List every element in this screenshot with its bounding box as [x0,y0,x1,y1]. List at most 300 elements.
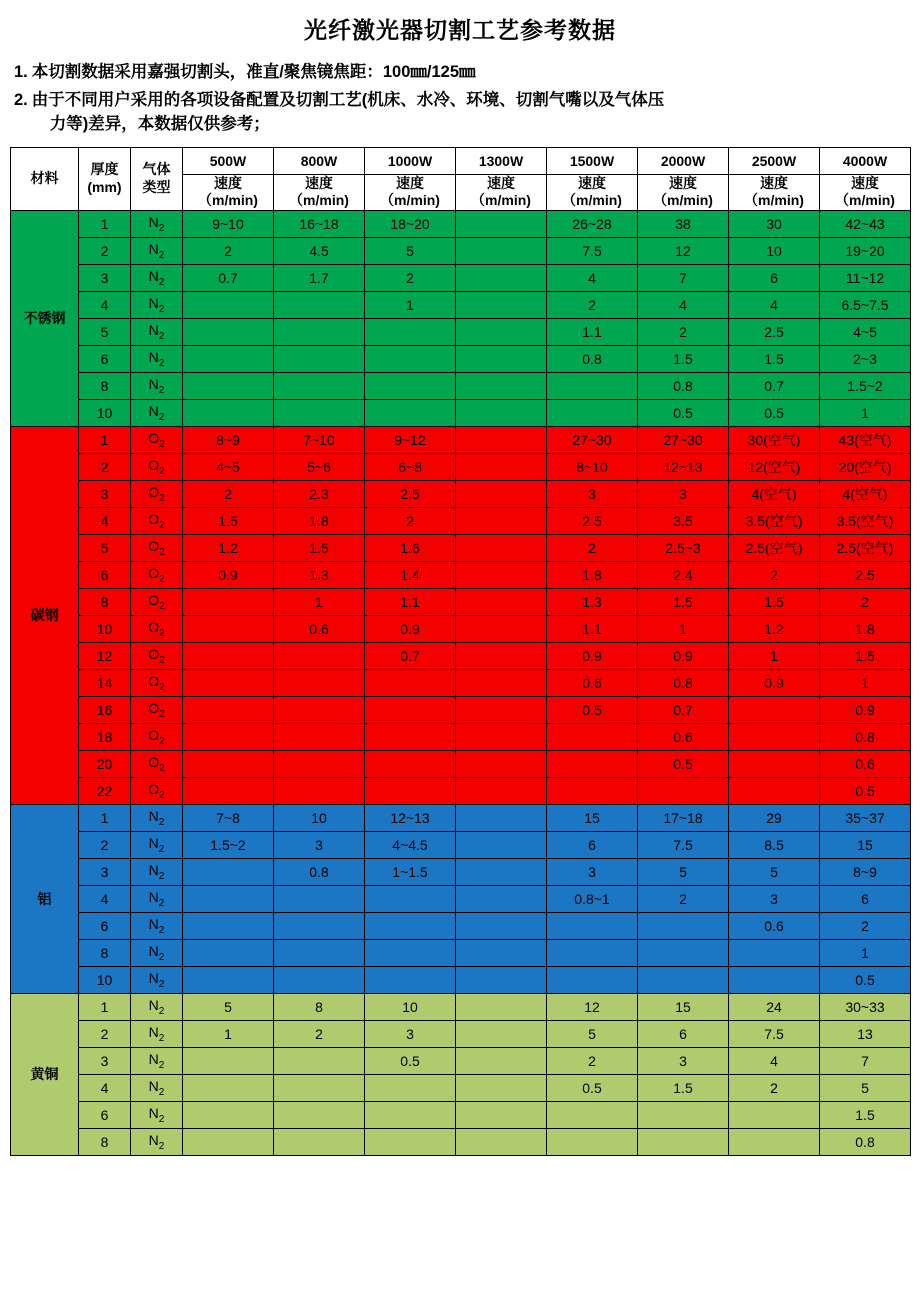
thickness-cell: 8 [79,372,131,399]
speed-cell-500w: 4~5 [183,453,274,480]
table-row [11,777,911,804]
speed-cell-800w: 16~18 [274,210,365,237]
speed-cell-1300w [456,264,547,291]
speed-label: 速度 [760,174,788,191]
speed-cell-4000w: 4(空气) [820,480,911,507]
speed-cell-2000w: 27~30 [638,426,729,453]
speed-cell-2000w: 3.5 [638,507,729,534]
gas-cell: $O_2$ [131,561,183,588]
speed-cell-1000w [365,750,456,777]
speed-cell-2000w: 15 [638,993,729,1020]
header-power-500w: 500W [183,147,274,174]
speed-cell-4000w: 1.5 [820,1101,911,1128]
speed-cell-1500w: 0.5 [547,696,638,723]
speed-cell-2500w: 4(空气) [729,480,820,507]
speed-cell-2000w: 0.6 [638,723,729,750]
speed-cell-800w [274,777,365,804]
speed-cell-2000w [638,1101,729,1128]
speed-cell-1500w [547,1128,638,1155]
thickness-cell: 8 [79,588,131,615]
speed-cell-1000w: 1~1.5 [365,858,456,885]
header-speed-2500w [729,174,820,210]
speed-cell-1500w [547,777,638,804]
speed-cell-1500w: 4 [547,264,638,291]
speed-cell-2000w [638,1128,729,1155]
thickness-cell: 3 [79,264,131,291]
speed-cell-500w: 8~9 [183,426,274,453]
speed-cell-1500w [547,372,638,399]
material-cell: 不锈钢 [11,210,79,426]
speed-cell-1000w: 12~13 [365,804,456,831]
speed-cell-800w: 8 [274,993,365,1020]
speed-cell-1300w [456,723,547,750]
speed-cell-2000w: 3 [638,480,729,507]
speed-cell-1500w: 3 [547,480,638,507]
note-number: 2. [14,90,28,109]
speed-cell-1500w [547,1101,638,1128]
cutting-parameters-table [10,147,911,1156]
table-row [11,588,911,615]
speed-cell-500w [183,696,274,723]
table-row [11,210,911,237]
speed-cell-500w [183,399,274,426]
speed-cell-1000w [365,966,456,993]
speed-cell-800w [274,318,365,345]
speed-cell-2500w [729,1128,820,1155]
speed-cell-4000w: 5 [820,1074,911,1101]
speed-cell-1500w: 2 [547,534,638,561]
speed-cell-2000w: 5 [638,858,729,885]
speed-cell-1500w: 12 [547,993,638,1020]
speed-cell-500w [183,939,274,966]
speed-cell-1300w [456,318,547,345]
speed-cell-1500w: 6 [547,831,638,858]
speed-cell-2000w: 12~13 [638,453,729,480]
speed-cell-1000w [365,1074,456,1101]
speed-cell-2500w: 7.5 [729,1020,820,1047]
speed-cell-500w [183,642,274,669]
thickness-cell: 3 [79,1047,131,1074]
speed-cell-1000w: 2 [365,264,456,291]
speed-unit: （m/min) [653,192,713,209]
speed-cell-1300w [456,615,547,642]
thickness-cell: 6 [79,345,131,372]
speed-cell-1300w [456,426,547,453]
speed-cell-2000w [638,939,729,966]
speed-cell-1500w: 8~10 [547,453,638,480]
thickness-cell: 4 [79,507,131,534]
speed-cell-1500w: 1.1 [547,615,638,642]
table-row [11,858,911,885]
gas-cell: $N_2$ [131,1020,183,1047]
speed-cell-800w: 0.8 [274,858,365,885]
gas-cell: $N_2$ [131,1101,183,1128]
speed-cell-1300w [456,237,547,264]
speed-cell-4000w: 13 [820,1020,911,1047]
speed-cell-1000w: 3 [365,1020,456,1047]
speed-cell-500w: 1 [183,1020,274,1047]
speed-cell-1300w [456,1020,547,1047]
note-text [32,89,906,137]
speed-cell-1000w: 0.9 [365,615,456,642]
speed-cell-500w [183,1074,274,1101]
thickness-cell: 1 [79,993,131,1020]
thickness-cell: 5 [79,534,131,561]
speed-cell-800w [274,1047,365,1074]
speed-cell-1000w: 0.5 [365,1047,456,1074]
speed-cell-800w: 1.3 [274,561,365,588]
speed-cell-800w: 2 [274,1020,365,1047]
speed-cell-1300w [456,804,547,831]
gas-cell: $N_2$ [131,804,183,831]
table-row [11,264,911,291]
thickness-cell: 6 [79,912,131,939]
speed-cell-1000w [365,1128,456,1155]
speed-cell-4000w: 43(空气) [820,426,911,453]
speed-cell-2500w: 2 [729,561,820,588]
speed-cell-4000w: 6.5~7.5 [820,291,911,318]
speed-cell-2000w: 0.8 [638,669,729,696]
speed-cell-2500w: 2.5 [729,318,820,345]
speed-cell-2500w: 8.5 [729,831,820,858]
header-power-2500w: 2500W [729,147,820,174]
speed-cell-1000w: 9~12 [365,426,456,453]
notes-block [0,61,920,137]
table-row [11,426,911,453]
speed-cell-4000w: 0.5 [820,966,911,993]
header-thickness [79,147,131,210]
speed-cell-2000w: 4 [638,291,729,318]
speed-cell-2500w [729,750,820,777]
material-cell: 黄铜 [11,993,79,1155]
thickness-cell: 10 [79,966,131,993]
speed-cell-2500w: 6 [729,264,820,291]
speed-cell-2000w: 0.8 [638,372,729,399]
header-power-2000w: 2000W [638,147,729,174]
speed-cell-500w: 1.2 [183,534,274,561]
speed-cell-1300w [456,966,547,993]
speed-cell-1000w: 4~4.5 [365,831,456,858]
speed-cell-1300w [456,750,547,777]
table-row [11,966,911,993]
speed-cell-800w [274,696,365,723]
speed-cell-2500w: 0.6 [729,912,820,939]
speed-cell-2000w: 1 [638,615,729,642]
page-title: 光纤激光器切割工艺参考数据 [304,17,616,43]
speed-cell-1500w: 27~30 [547,426,638,453]
speed-cell-1000w: 2.5 [365,480,456,507]
gas-cell: $N_2$ [131,318,183,345]
speed-cell-800w: 1.7 [274,264,365,291]
speed-cell-500w [183,723,274,750]
gas-cell: $O_2$ [131,642,183,669]
speed-cell-4000w: 0.9 [820,696,911,723]
gas-cell: $O_2$ [131,507,183,534]
speed-cell-1000w [365,777,456,804]
table-row [11,1101,911,1128]
speed-cell-4000w: 15 [820,831,911,858]
speed-cell-2000w: 0.5 [638,750,729,777]
speed-cell-4000w: 0.8 [820,1128,911,1155]
speed-cell-500w [183,885,274,912]
speed-cell-1300w [456,885,547,912]
gas-cell: $O_2$ [131,669,183,696]
speed-cell-500w [183,750,274,777]
speed-cell-500w: 0.7 [183,264,274,291]
header-speed-2000w [638,174,729,210]
speed-cell-1500w: 0.8~1 [547,885,638,912]
thickness-cell: 3 [79,858,131,885]
speed-cell-2500w [729,777,820,804]
header-thickness-line1: 厚度 [90,161,119,178]
speed-cell-1500w [547,399,638,426]
speed-cell-1300w [456,939,547,966]
thickness-cell: 18 [79,723,131,750]
speed-cell-500w [183,588,274,615]
speed-cell-2500w: 4 [729,1047,820,1074]
speed-label: 速度 [487,174,515,191]
speed-label: 速度 [578,174,606,191]
speed-cell-2000w: 6 [638,1020,729,1047]
speed-cell-1300w [456,507,547,534]
speed-cell-1000w [365,669,456,696]
speed-cell-800w [274,372,365,399]
speed-cell-2500w: 3 [729,885,820,912]
speed-cell-500w [183,912,274,939]
gas-cell: $O_2$ [131,750,183,777]
gas-cell: $N_2$ [131,1128,183,1155]
gas-cell: $O_2$ [131,588,183,615]
table-header [11,147,911,210]
speed-cell-500w: 9~10 [183,210,274,237]
speed-cell-2500w: 2.5(空气) [729,534,820,561]
speed-cell-1300w [456,696,547,723]
table-row [11,318,911,345]
note-item [14,61,906,85]
note-text: 本切割数据采用嘉强切割头，准直/聚焦镜焦距：100㎜/125㎜ [31,63,476,81]
speed-cell-1500w [547,723,638,750]
thickness-cell: 20 [79,750,131,777]
speed-cell-1300w [456,1128,547,1155]
thickness-cell: 4 [79,1074,131,1101]
gas-cell: $O_2$ [131,615,183,642]
gas-cell: $O_2$ [131,480,183,507]
speed-cell-4000w: 2 [820,912,911,939]
table-row [11,885,911,912]
header-speed-500w [183,174,274,210]
speed-cell-4000w: 35~37 [820,804,911,831]
thickness-cell: 2 [79,237,131,264]
speed-cell-800w: 1.8 [274,507,365,534]
gas-cell: $N_2$ [131,399,183,426]
speed-cell-2500w: 30 [729,210,820,237]
speed-cell-1500w: 3 [547,858,638,885]
speed-cell-2000w [638,966,729,993]
speed-cell-1300w [456,399,547,426]
table-row [11,372,911,399]
speed-cell-2000w: 3 [638,1047,729,1074]
speed-cell-1000w: 1 [365,291,456,318]
table-row [11,507,911,534]
speed-unit: （m/min) [562,192,622,209]
speed-cell-2500w: 0.7 [729,372,820,399]
speed-cell-500w: 5 [183,993,274,1020]
gas-cell: $N_2$ [131,210,183,237]
speed-cell-2000w: 12 [638,237,729,264]
thickness-cell: 6 [79,561,131,588]
gas-cell: $N_2$ [131,264,183,291]
speed-cell-2000w: 2 [638,318,729,345]
speed-cell-1300w [456,210,547,237]
speed-cell-2500w: 4 [729,291,820,318]
thickness-cell: 2 [79,1020,131,1047]
thickness-cell: 2 [79,453,131,480]
gas-cell: $N_2$ [131,966,183,993]
speed-cell-4000w: 1 [820,669,911,696]
table-row [11,1047,911,1074]
speed-cell-1000w: 6~8 [365,453,456,480]
speed-cell-4000w: 1.8 [820,615,911,642]
speed-unit: （m/min) [198,192,258,209]
speed-cell-2000w: 1.5 [638,588,729,615]
thickness-cell: 3 [79,480,131,507]
speed-cell-800w [274,642,365,669]
speed-cell-1300w [456,1047,547,1074]
speed-cell-1500w: 2 [547,1047,638,1074]
speed-cell-500w [183,615,274,642]
thickness-cell: 10 [79,615,131,642]
speed-cell-800w [274,723,365,750]
speed-cell-2500w: 2 [729,1074,820,1101]
speed-cell-2500w: 3.5(空气) [729,507,820,534]
speed-cell-800w [274,291,365,318]
document-page [0,12,920,1312]
gas-cell: $N_2$ [131,345,183,372]
speed-cell-1300w [456,372,547,399]
speed-cell-500w: 2 [183,237,274,264]
speed-cell-1000w [365,372,456,399]
thickness-cell: 14 [79,669,131,696]
speed-cell-4000w: 1.5 [820,642,911,669]
thickness-cell: 8 [79,1128,131,1155]
speed-cell-800w [274,750,365,777]
gas-cell: $N_2$ [131,237,183,264]
speed-cell-800w [274,1128,365,1155]
header-gas-line2: 类型 [142,178,171,195]
header-gas-line1: 气体 [142,161,171,178]
speed-cell-500w: 7~8 [183,804,274,831]
gas-cell: $O_2$ [131,534,183,561]
table-row [11,291,911,318]
speed-cell-1300w [456,831,547,858]
speed-cell-1500w: 1.8 [547,561,638,588]
speed-cell-800w: 7~10 [274,426,365,453]
speed-cell-1000w: 1.1 [365,588,456,615]
speed-cell-1000w: 1.6 [365,534,456,561]
thickness-cell: 22 [79,777,131,804]
speed-cell-4000w: 19~20 [820,237,911,264]
table-row [11,1128,911,1155]
speed-unit: （m/min) [289,192,349,209]
header-power-4000w: 4000W [820,147,911,174]
gas-cell: $O_2$ [131,426,183,453]
thickness-cell: 1 [79,426,131,453]
header-speed-1300w [456,174,547,210]
header-thickness-line2: (mm) [87,178,122,195]
table-row [11,669,911,696]
gas-cell: $N_2$ [131,372,183,399]
speed-cell-2000w: 2.4 [638,561,729,588]
speed-label: 速度 [669,174,697,191]
speed-cell-800w: 10 [274,804,365,831]
speed-cell-2000w: 1.5 [638,345,729,372]
speed-cell-1000w [365,723,456,750]
speed-cell-500w [183,1047,274,1074]
speed-cell-1500w [547,912,638,939]
speed-label: 速度 [214,174,242,191]
gas-cell: $N_2$ [131,1047,183,1074]
speed-cell-1500w: 0.6 [547,669,638,696]
speed-cell-500w: 1.5~2 [183,831,274,858]
speed-cell-500w: 0.9 [183,561,274,588]
gas-cell: $O_2$ [131,453,183,480]
speed-cell-800w [274,345,365,372]
speed-cell-4000w: 0.5 [820,777,911,804]
speed-label: 速度 [396,174,424,191]
gas-cell: $N_2$ [131,912,183,939]
speed-cell-2500w: 0.5 [729,399,820,426]
speed-cell-800w: 1 [274,588,365,615]
speed-unit: （m/min) [744,192,804,209]
speed-cell-800w: 4.5 [274,237,365,264]
speed-cell-1000w [365,885,456,912]
speed-cell-1300w [456,561,547,588]
speed-cell-1500w: 1.1 [547,318,638,345]
header-speed-1000w [365,174,456,210]
speed-cell-2000w [638,777,729,804]
speed-cell-2500w: 12(空气) [729,453,820,480]
table-row [11,453,911,480]
speed-cell-4000w: 2~3 [820,345,911,372]
speed-cell-800w [274,1074,365,1101]
speed-cell-800w [274,912,365,939]
speed-cell-1300w [456,453,547,480]
speed-cell-1500w: 1.3 [547,588,638,615]
speed-cell-1500w [547,939,638,966]
header-power-1500w: 1500W [547,147,638,174]
speed-cell-1300w [456,480,547,507]
speed-cell-2500w: 1.2 [729,615,820,642]
speed-cell-500w [183,345,274,372]
speed-cell-1500w: 2 [547,291,638,318]
speed-cell-1300w [456,912,547,939]
thickness-cell: 1 [79,210,131,237]
thickness-cell: 2 [79,831,131,858]
table-row [11,993,911,1020]
speed-cell-2500w: 5 [729,858,820,885]
table-row [11,696,911,723]
speed-cell-1300w [456,642,547,669]
speed-cell-1000w [365,345,456,372]
speed-cell-800w [274,885,365,912]
speed-cell-2500w: 29 [729,804,820,831]
speed-cell-1300w [456,669,547,696]
table-row [11,1074,911,1101]
speed-cell-1000w [365,399,456,426]
speed-unit: （m/min) [380,192,440,209]
speed-cell-1500w: 2.5 [547,507,638,534]
speed-cell-2500w: 1.5 [729,588,820,615]
